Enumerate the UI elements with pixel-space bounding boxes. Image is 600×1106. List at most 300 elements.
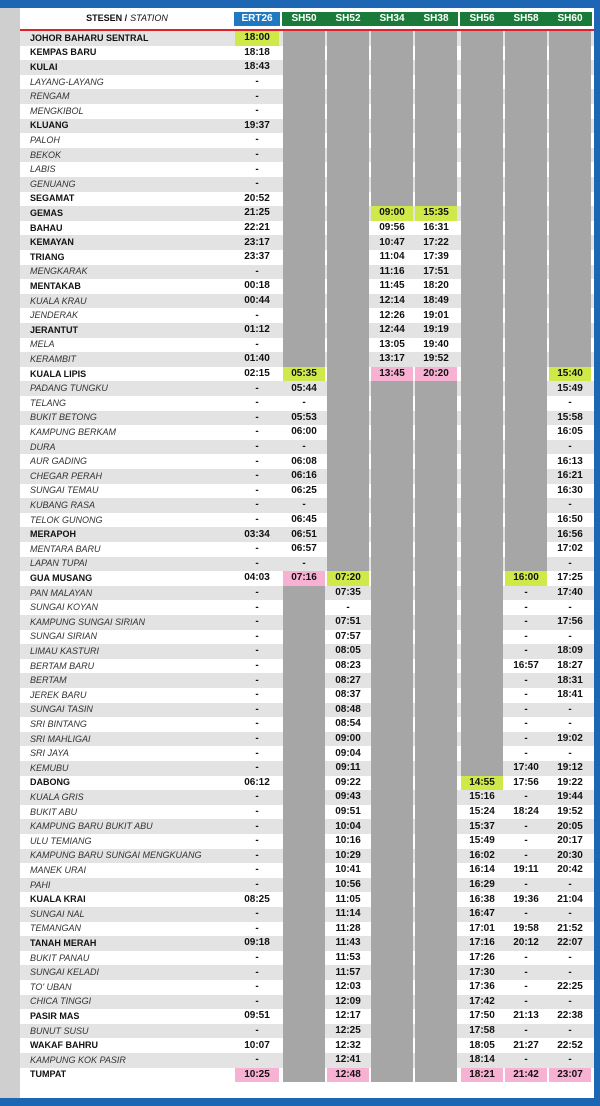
time-cell-sh38 [415, 659, 457, 674]
timetable-row [20, 630, 594, 645]
time-cell-ert26: - [255, 470, 259, 482]
time-cell-sh38 [415, 965, 457, 980]
timetable-row [20, 790, 594, 805]
time-cell-sh34 [371, 659, 413, 674]
station-name: WAKAF BAHRU [30, 1040, 98, 1051]
time-cell-sh52: 09:43 [335, 791, 361, 803]
time-cell-sh60: - [568, 908, 572, 920]
time-cell-sh38: 19:52 [423, 353, 449, 365]
time-cell-sh50 [283, 338, 325, 353]
time-cell-sh52 [327, 527, 369, 542]
time-cell-ert26: 00:18 [244, 280, 270, 292]
time-cell-sh58 [505, 104, 547, 119]
time-cell-sh38 [415, 834, 457, 849]
time-cell-sh52 [327, 148, 369, 163]
station-name: KUALA LIPIS [30, 368, 87, 379]
train-header-sh52: SH52 [326, 12, 370, 26]
left-margin-strip [0, 8, 20, 1098]
time-cell-ert26: - [255, 441, 259, 453]
time-cell-sh52 [327, 250, 369, 265]
station-name: KLUANG [30, 120, 69, 131]
time-cell-ert26: 23:37 [244, 251, 270, 263]
time-cell-sh34 [371, 1009, 413, 1024]
timetable-row [20, 907, 594, 922]
time-cell-sh60 [549, 75, 591, 90]
timetable-row [20, 454, 594, 469]
time-cell-sh60: - [568, 718, 572, 730]
time-cell-sh58 [505, 235, 547, 250]
time-cell-sh58 [505, 557, 547, 572]
time-cell-sh50 [283, 936, 325, 951]
time-cell-sh56: 17:26 [469, 952, 495, 964]
time-cell-sh52 [327, 133, 369, 148]
time-cell-ert26: - [255, 674, 259, 686]
station-name: SEGAMAT [30, 193, 75, 204]
time-cell-sh50 [283, 761, 325, 776]
station-name: KAMPUNG BARU BUKIT ABU [30, 821, 153, 832]
time-cell-sh60 [549, 148, 591, 163]
time-cell-sh38 [415, 746, 457, 761]
time-cell-sh38 [415, 46, 457, 61]
time-cell-sh52 [327, 513, 369, 528]
time-cell-sh34: 11:16 [379, 265, 405, 277]
header-row [20, 8, 594, 29]
time-cell-sh56: 17:36 [469, 981, 495, 993]
time-cell-sh56 [461, 192, 503, 207]
time-cell-ert26: - [255, 382, 259, 394]
timetable-row [20, 323, 594, 338]
time-cell-sh38: 19:19 [423, 324, 449, 336]
station-name: SUNGAI NAL [30, 908, 85, 919]
station-name: KERAMBIT [30, 353, 77, 364]
time-cell-sh34 [371, 790, 413, 805]
time-cell-sh38 [415, 177, 457, 192]
time-cell-sh60: - [568, 952, 572, 964]
time-cell-sh38 [415, 469, 457, 484]
time-cell-sh58: - [524, 952, 528, 964]
timetable-row [20, 892, 594, 907]
time-cell-sh52 [327, 469, 369, 484]
time-cell-sh50 [283, 995, 325, 1010]
timetable-row [20, 498, 594, 513]
time-cell-sh34 [371, 542, 413, 557]
time-cell-sh52 [327, 265, 369, 280]
time-cell-sh52: 12:32 [335, 1039, 361, 1051]
time-cell-sh50 [283, 265, 325, 280]
time-cell-sh52 [327, 367, 369, 382]
timetable-row [20, 761, 594, 776]
station-name: ULU TEMIANG [30, 835, 92, 846]
time-cell-sh38 [415, 60, 457, 75]
time-cell-sh50 [283, 177, 325, 192]
time-cell-sh58 [505, 279, 547, 294]
time-cell-sh58 [505, 294, 547, 309]
time-cell-ert26: 09:51 [244, 1010, 270, 1022]
time-cell-ert26: - [255, 134, 259, 146]
time-cell-sh50: 06:25 [291, 484, 317, 496]
time-cell-sh56 [461, 104, 503, 119]
timetable-row [20, 936, 594, 951]
station-name: PADANG TUNGKU [30, 383, 108, 394]
time-cell-sh58: - [524, 820, 528, 832]
timetable-row [20, 951, 594, 966]
time-cell-sh38 [415, 557, 457, 572]
time-cell-sh38 [415, 162, 457, 177]
time-cell-sh60 [549, 104, 591, 119]
time-cell-ert26: - [255, 718, 259, 730]
train-header-sh56: SH56 [460, 12, 504, 26]
time-cell-ert26: - [255, 849, 259, 861]
time-cell-sh60: 20:05 [557, 820, 583, 832]
time-cell-sh56: 18:05 [469, 1039, 495, 1051]
time-cell-sh58: - [524, 981, 528, 993]
timetable-row [20, 440, 594, 455]
time-cell-sh56 [461, 381, 503, 396]
time-cell-ert26: - [255, 879, 259, 891]
time-cell-sh52: 10:29 [335, 849, 361, 861]
time-cell-sh38 [415, 673, 457, 688]
time-cell-ert26: - [255, 76, 259, 88]
station-name: KEMUBU [30, 762, 69, 773]
time-cell-sh56 [461, 425, 503, 440]
time-cell-sh50: - [302, 557, 306, 569]
time-cell-sh50: 05:44 [291, 382, 317, 394]
time-cell-sh52 [327, 104, 369, 119]
time-cell-sh34 [371, 819, 413, 834]
time-cell-sh34 [371, 863, 413, 878]
time-cell-ert26: - [255, 455, 259, 467]
time-cell-sh38 [415, 922, 457, 937]
time-cell-sh60: 21:52 [557, 922, 583, 934]
time-cell-sh38 [415, 1068, 457, 1083]
train-header-sh60: SH60 [548, 12, 592, 26]
time-cell-sh50 [283, 294, 325, 309]
time-cell-sh58 [505, 367, 547, 382]
time-cell-sh52: 11:05 [335, 893, 361, 905]
time-cell-sh58: - [524, 835, 528, 847]
time-cell-sh58: - [524, 703, 528, 715]
time-cell-sh60: - [568, 499, 572, 511]
station-name: PAN MALAYAN [30, 587, 93, 598]
time-cell-sh50 [283, 980, 325, 995]
time-cell-sh50 [283, 951, 325, 966]
time-cell-sh56: 18:21 [461, 1068, 503, 1083]
time-cell-sh52: 12:25 [335, 1025, 361, 1037]
time-cell-sh34: 09:00 [371, 206, 413, 221]
time-cell-sh50 [283, 235, 325, 250]
time-cell-sh58 [505, 527, 547, 542]
time-cell-sh58: - [524, 733, 528, 745]
time-cell-sh38: 15:35 [415, 206, 457, 221]
time-cell-sh52: 07:20 [327, 571, 369, 586]
time-cell-sh50 [283, 221, 325, 236]
time-cell-sh60: - [568, 557, 572, 569]
time-cell-sh60: 16:21 [557, 470, 583, 482]
time-cell-sh34 [371, 878, 413, 893]
timetable-row [20, 308, 594, 323]
time-cell-ert26: 09:18 [244, 937, 270, 949]
station-name: GEMAS [30, 207, 64, 218]
time-cell-sh50 [283, 849, 325, 864]
time-cell-sh56 [461, 177, 503, 192]
time-cell-sh52: 10:56 [335, 879, 361, 891]
time-cell-sh34 [371, 965, 413, 980]
time-cell-sh52 [327, 206, 369, 221]
time-cell-sh52 [327, 221, 369, 236]
time-cell-sh58: 18:24 [513, 806, 539, 818]
station-name: BERTAM [30, 675, 67, 686]
time-cell-ert26: - [255, 630, 259, 642]
time-cell-sh38 [415, 819, 457, 834]
time-cell-sh34 [371, 936, 413, 951]
time-cell-sh60: 18:31 [557, 674, 583, 686]
time-cell-sh52: 08:54 [335, 718, 361, 730]
time-cell-sh34 [371, 892, 413, 907]
time-cell-sh50 [283, 308, 325, 323]
time-cell-sh50: 07:16 [283, 571, 325, 586]
time-cell-sh50 [283, 600, 325, 615]
station-name: AUR GADING [30, 456, 88, 467]
timetable-row [20, 746, 594, 761]
station-name: TRIANG [30, 251, 65, 262]
timetable-row [20, 235, 594, 250]
time-cell-sh38 [415, 1038, 457, 1053]
timetable-row [20, 279, 594, 294]
time-cell-sh58 [505, 31, 547, 46]
time-cell-sh56 [461, 484, 503, 499]
time-cell-sh34 [371, 104, 413, 119]
time-cell-ert26: - [255, 791, 259, 803]
time-cell-sh38 [415, 527, 457, 542]
time-cell-ert26: - [255, 762, 259, 774]
station-name: CHICA TINGGI [30, 996, 92, 1007]
time-cell-ert26: - [255, 966, 259, 978]
time-cell-sh58: 19:36 [513, 893, 539, 905]
time-cell-sh38 [415, 119, 457, 134]
time-cell-sh58 [505, 250, 547, 265]
station-name: SUNGAI SIRIAN [30, 631, 98, 642]
time-cell-sh52: 08:23 [335, 660, 361, 672]
station-name: LIMAU KASTURI [30, 645, 100, 656]
time-cell-sh58 [505, 498, 547, 513]
station-name: GENUANG [30, 178, 76, 189]
time-cell-sh56 [461, 31, 503, 46]
station-name: CHEGAR PERAH [30, 470, 103, 481]
time-cell-sh52 [327, 75, 369, 90]
timetable-row [20, 367, 594, 382]
time-cell-sh60 [549, 177, 591, 192]
time-cell-sh60 [549, 162, 591, 177]
time-cell-ert26: - [255, 835, 259, 847]
station-name: PAHI [30, 879, 51, 890]
time-cell-sh50 [283, 644, 325, 659]
time-cell-sh56: 16:29 [469, 879, 495, 891]
time-cell-sh34 [371, 425, 413, 440]
timetable-row [20, 469, 594, 484]
time-cell-sh56 [461, 265, 503, 280]
time-cell-sh52: 11:28 [335, 922, 361, 934]
time-cell-sh56: 18:14 [469, 1054, 495, 1066]
time-cell-sh38 [415, 995, 457, 1010]
time-cell-sh60 [549, 279, 591, 294]
timetable-row [20, 849, 594, 864]
time-cell-sh50 [283, 89, 325, 104]
station-header-label: STESEN / [86, 13, 128, 23]
station-name: TO' UBAN [30, 981, 72, 992]
time-cell-sh38 [415, 732, 457, 747]
time-cell-ert26: - [255, 689, 259, 701]
time-cell-sh60: 16:50 [557, 514, 583, 526]
time-cell-sh52: 07:57 [335, 630, 361, 642]
time-cell-sh34 [371, 907, 413, 922]
time-cell-sh56: 16:47 [469, 908, 495, 920]
time-cell-sh60: - [568, 601, 572, 613]
time-cell-sh58 [505, 323, 547, 338]
time-cell-sh58: - [524, 966, 528, 978]
time-cell-sh34 [371, 119, 413, 134]
time-cell-sh38 [415, 484, 457, 499]
time-cell-sh34 [371, 469, 413, 484]
time-cell-ert26: 10:25 [235, 1068, 279, 1083]
time-cell-sh38 [415, 1009, 457, 1024]
time-cell-sh50 [283, 805, 325, 820]
time-cell-sh34 [371, 396, 413, 411]
time-cell-sh58: 19:58 [513, 922, 539, 934]
time-cell-sh52 [327, 279, 369, 294]
time-cell-sh58: - [524, 689, 528, 701]
station-name: TEMANGAN [30, 923, 82, 934]
time-cell-sh58: - [524, 1025, 528, 1037]
time-cell-sh58 [505, 192, 547, 207]
time-cell-sh38 [415, 381, 457, 396]
time-cell-sh52: 12:41 [335, 1054, 361, 1066]
time-cell-sh38 [415, 717, 457, 732]
time-cell-sh50 [283, 586, 325, 601]
time-cell-sh38 [415, 936, 457, 951]
time-cell-sh58 [505, 454, 547, 469]
station-name: KEMPAS BARU [30, 47, 97, 58]
time-cell-sh38 [415, 148, 457, 163]
time-cell-sh58 [505, 381, 547, 396]
time-cell-sh50 [283, 323, 325, 338]
time-cell-sh52 [327, 323, 369, 338]
time-cell-sh38 [415, 513, 457, 528]
time-cell-sh50 [283, 206, 325, 221]
time-cell-sh56 [461, 294, 503, 309]
station-name: MELA [30, 339, 55, 350]
time-cell-sh52: 11:57 [335, 966, 361, 978]
time-cell-sh60 [549, 250, 591, 265]
time-cell-sh34 [371, 411, 413, 426]
time-cell-sh38: 20:20 [415, 367, 457, 382]
time-cell-sh34: 12:26 [379, 309, 405, 321]
time-cell-sh38 [415, 805, 457, 820]
time-cell-sh34 [371, 834, 413, 849]
station-name: MENGKARAK [30, 266, 88, 277]
time-cell-sh56 [461, 367, 503, 382]
time-cell-sh38 [415, 892, 457, 907]
time-cell-sh34 [371, 1024, 413, 1039]
time-cell-sh58: - [524, 1054, 528, 1066]
time-cell-sh52 [327, 498, 369, 513]
time-cell-sh56 [461, 644, 503, 659]
timetable-row [20, 133, 594, 148]
station-name: KUBANG RASA [30, 499, 96, 510]
time-cell-sh38: 17:51 [423, 265, 449, 277]
time-cell-sh58 [505, 133, 547, 148]
time-cell-sh60: 17:25 [557, 572, 583, 584]
time-cell-sh34 [371, 162, 413, 177]
time-cell-sh58 [505, 177, 547, 192]
time-cell-sh58 [505, 440, 547, 455]
time-cell-sh50 [283, 1024, 325, 1039]
time-cell-sh52 [327, 381, 369, 396]
time-cell-ert26: - [255, 981, 259, 993]
time-cell-sh58: - [524, 791, 528, 803]
time-cell-sh60 [549, 308, 591, 323]
time-cell-sh60 [549, 221, 591, 236]
station-name: BUKIT BETONG [30, 412, 97, 423]
time-cell-sh38: 17:39 [423, 251, 449, 263]
time-cell-sh52: 07:35 [335, 587, 361, 599]
station-name: SRI MAHLIGAI [30, 733, 91, 744]
time-cell-sh56 [461, 133, 503, 148]
timetable-row [20, 980, 594, 995]
time-cell-sh60: 20:17 [557, 835, 583, 847]
time-cell-sh56 [461, 717, 503, 732]
time-cell-sh58: 16:00 [505, 571, 547, 586]
station-name: TANAH MERAH [30, 937, 97, 948]
time-cell-sh56 [461, 235, 503, 250]
time-cell-sh34 [371, 381, 413, 396]
station-name: TUMPAT [30, 1069, 67, 1080]
timetable-row [20, 1024, 594, 1039]
station-name: SUNGAI TEMAU [30, 485, 99, 496]
time-cell-sh52: 10:41 [335, 864, 361, 876]
time-cell-sh56 [461, 630, 503, 645]
time-cell-sh60: - [568, 441, 572, 453]
time-cell-ert26: 06:12 [244, 776, 270, 788]
timetable-row [20, 1053, 594, 1068]
time-cell-sh56: 17:30 [469, 966, 495, 978]
time-cell-sh52: 12:09 [335, 995, 361, 1007]
timetable-row [20, 104, 594, 119]
time-cell-sh38 [415, 776, 457, 791]
time-cell-sh34 [371, 133, 413, 148]
time-cell-sh58 [505, 484, 547, 499]
time-cell-sh56 [461, 308, 503, 323]
timetable-row [20, 148, 594, 163]
time-cell-sh34 [371, 615, 413, 630]
station-name: JERANTUT [30, 324, 79, 335]
time-cell-ert26: 18:00 [235, 31, 279, 46]
time-cell-sh60 [549, 89, 591, 104]
time-cell-sh52: 12:48 [327, 1068, 369, 1083]
time-cell-sh52 [327, 46, 369, 61]
time-cell-sh56 [461, 498, 503, 513]
time-cell-sh58 [505, 469, 547, 484]
time-cell-sh58 [505, 75, 547, 90]
time-cell-sh34 [371, 31, 413, 46]
time-cell-sh38 [415, 571, 457, 586]
time-cell-sh50: 06:16 [291, 470, 317, 482]
time-cell-sh50 [283, 834, 325, 849]
time-cell-sh50: - [302, 441, 306, 453]
time-cell-sh34 [371, 717, 413, 732]
time-cell-sh50: - [302, 499, 306, 511]
time-cell-sh50 [283, 703, 325, 718]
time-cell-sh34 [371, 454, 413, 469]
